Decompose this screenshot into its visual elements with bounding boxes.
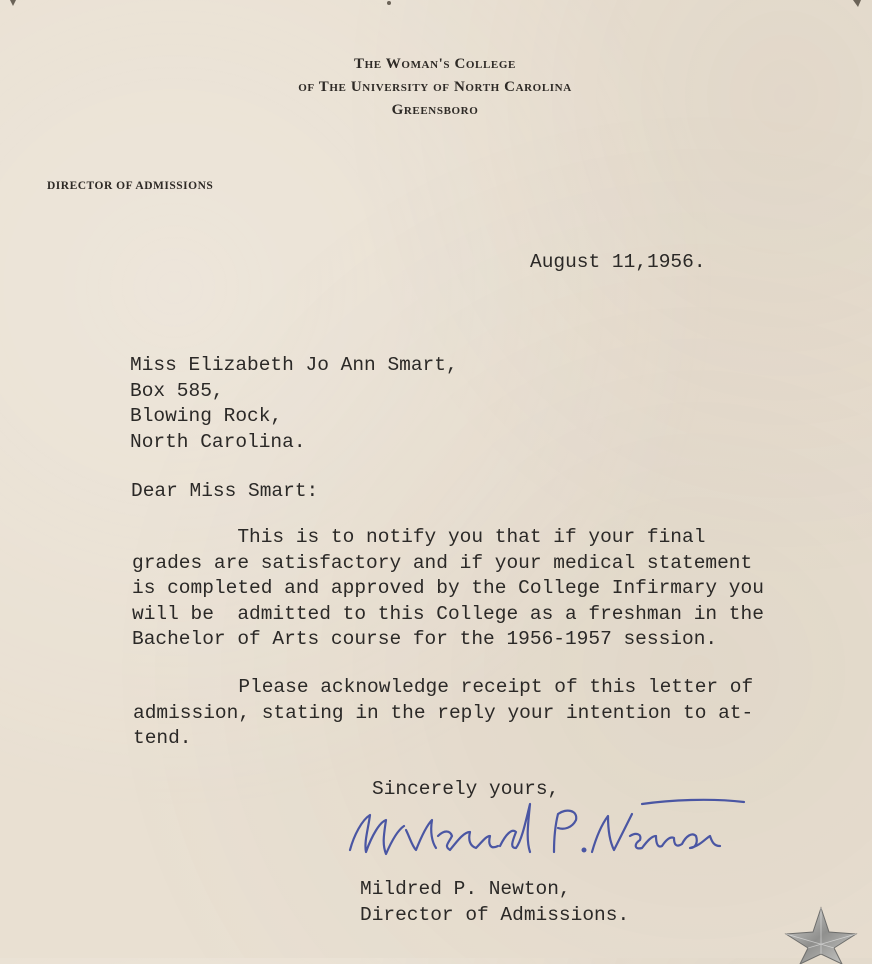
- department-label: DIRECTOR OF ADMISSIONS: [47, 180, 214, 192]
- recipient-state: North Carolina.: [130, 430, 306, 453]
- signer-title: Director of Admissions.: [360, 903, 630, 926]
- star-sticker-icon: [782, 906, 860, 964]
- recipient-town: Blowing Rock,: [130, 405, 283, 427]
- body-paragraph-2: [133, 675, 753, 752]
- corner-mark-left-icon: [8, 0, 18, 10]
- body-line: tend.: [133, 727, 192, 749]
- letterhead-university: of The University of North Carolina: [298, 79, 572, 95]
- salutation: Dear Miss Smart:: [131, 480, 319, 502]
- corner-dot-icon: [386, 0, 392, 6]
- body-line: grades are satisfactory and if your medical statement: [132, 551, 753, 574]
- signer-name: Mildred P. Newton,: [360, 878, 571, 900]
- closing: Sincerely yours,: [372, 778, 560, 800]
- body-line: This is to notify you that if your final: [132, 526, 706, 548]
- body-line: admission, stating in the reply your intention to at-: [133, 701, 754, 724]
- recipient-box: Box 585,: [130, 379, 224, 402]
- letterhead-city: Greensboro: [391, 102, 479, 118]
- body-line: will be admitted to this College as a freshman in the: [132, 602, 764, 625]
- body-line: is completed and approved by the College Infirmary you: [132, 577, 764, 599]
- body-paragraph-1: [132, 525, 764, 653]
- body-line: Please acknowledge receipt of this letter of: [133, 676, 754, 698]
- handwritten-signature: [340, 780, 760, 880]
- letterhead-college: The Woman's College: [354, 56, 516, 72]
- body-line: Bachelor of Arts course for the 1956-1957 session.: [132, 628, 718, 650]
- letterhead: [0, 53, 872, 122]
- signer-block: [360, 877, 629, 928]
- letter-date: August 11,1956.: [530, 251, 706, 273]
- recipient-name: Miss Elizabeth Jo Ann Smart,: [130, 354, 458, 376]
- recipient-address: [130, 353, 458, 455]
- corner-mark-right-icon: [852, 0, 862, 10]
